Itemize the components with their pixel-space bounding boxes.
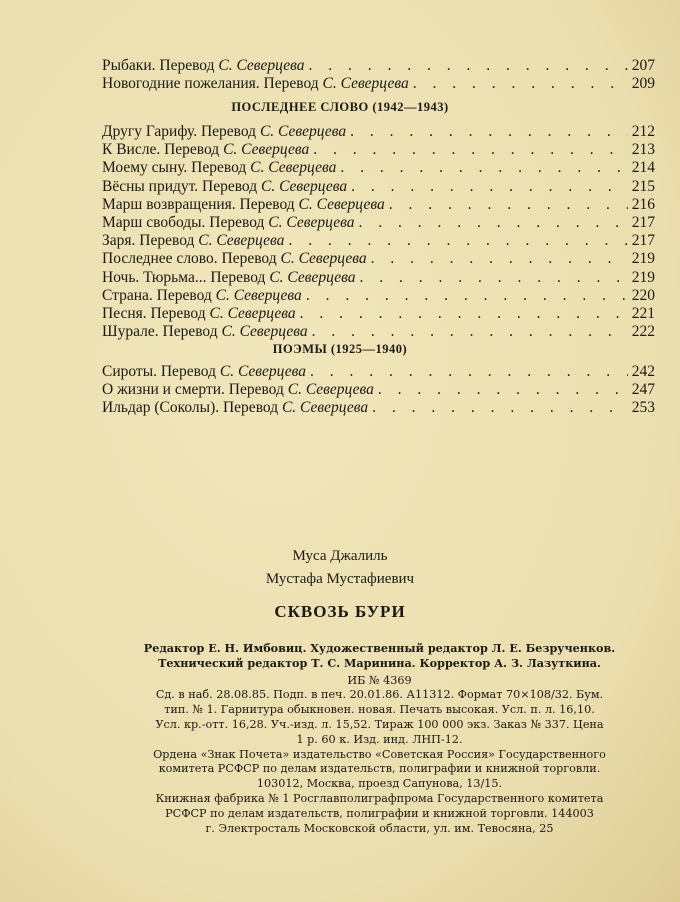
dot-leader <box>309 57 628 75</box>
entry-title: Марш свободы. Перевод С. Северцева <box>102 213 355 231</box>
imprint-line: 1 р. 60 к. Изд. инд. ЛНП-12. <box>296 732 463 746</box>
imprint-line: Книжная фабрика № 1 Росглавполиграфпрома Государственного комитета <box>155 791 604 805</box>
imprint-line: Ордена «Знак Почета» издательство «Советская Россия» Государственного <box>153 747 606 761</box>
page-number: 247 <box>631 381 655 399</box>
page-number: 212 <box>631 123 655 140</box>
dot-leader <box>358 214 627 232</box>
page-number: 213 <box>631 141 655 159</box>
section-heading-poems: ПОЭМЫ (1925—1940) <box>272 342 408 356</box>
toc-entry <box>102 159 655 177</box>
toc-entry <box>102 399 655 417</box>
dot-leader <box>313 141 628 159</box>
toc-entry <box>102 123 655 141</box>
page-number: 242 <box>631 363 655 380</box>
dot-leader <box>413 75 628 93</box>
entry-title: Ночь. Тюрьма... Перевод С. Северцева <box>102 268 356 286</box>
entry-title: Новогодние пожелания. Перевод С. Северцева <box>102 75 409 93</box>
section-heading-last-word: ПОСЛЕДНЕЕ СЛОВО (1942—1943) <box>231 100 449 114</box>
toc-entry <box>102 381 655 399</box>
toc-entry <box>102 141 655 159</box>
toc-block-3 <box>102 363 655 418</box>
toc-entry <box>102 269 655 287</box>
imprint-line: Усл. кр.-отт. 16,28. Уч.-изд. л. 15,52. Тираж 100 000 экз. Заказ № 337. Цена <box>155 717 604 731</box>
entry-title: К Висле. Перевод С. Северцева <box>102 141 310 159</box>
dot-leader <box>300 305 628 323</box>
page-number: 215 <box>631 177 655 195</box>
imprint-line: Редактор Е. Н. Имбовиц. Художественный редактор Л. Е. Безрученков. <box>143 641 616 655</box>
imprint-line: г. Электросталь Московской области, ул. им. Тевосяна, 25 <box>205 821 554 835</box>
toc-entry <box>102 287 655 305</box>
dot-leader <box>351 178 628 196</box>
imprint-line: тип. № 1. Гарнитура обыкновен. новая. Печать высокая. Усл. п. л. 16,10. <box>164 703 595 717</box>
page-number: 216 <box>631 195 655 213</box>
page-number: 219 <box>631 268 655 286</box>
page-number: 217 <box>631 213 655 231</box>
page-number: 219 <box>631 250 655 268</box>
page-number: 220 <box>631 286 655 304</box>
dot-leader <box>360 269 628 287</box>
dot-leader <box>350 123 628 141</box>
page-number: 217 <box>631 232 655 250</box>
imprint-line: Сд. в наб. 28.08.85. Подп. в печ. 20.01.86. А11312. Формат 70×108/32. Бум. <box>155 688 604 702</box>
dot-leader <box>312 323 628 341</box>
entry-title: Рыбаки. Перевод С. Северцева <box>102 57 305 74</box>
toc-entry <box>102 75 655 93</box>
toc-entry <box>102 57 655 75</box>
imprint-line: 103012, Москва, проезд Сапунова, 13/15. <box>256 777 503 791</box>
dot-leader <box>306 287 628 305</box>
dot-leader <box>371 250 628 268</box>
entry-title: Марш возвращения. Перевод С. Северцева <box>102 195 385 213</box>
book-title: СКВОЗЬ БУРИ <box>274 602 406 621</box>
toc-entry <box>102 232 655 250</box>
imprint-line: Технический редактор Т. С. Маринина. Корректор А. З. Лазуткина. <box>158 655 601 670</box>
dot-leader <box>340 159 627 177</box>
imprint-line: комитета РСФСР по делам издательств, полиграфии и книжной торговли. <box>158 762 601 776</box>
toc-entry <box>102 250 655 268</box>
entry-title: Другу Гарифу. Перевод С. Северцева <box>102 123 347 140</box>
imprint-line: РСФСР по делам издательств, полиграфии и книжной торговли. 144003 <box>165 806 594 820</box>
toc-block-2 <box>102 123 655 341</box>
page-number: 209 <box>631 75 655 93</box>
author-name: Муса Джалиль <box>292 548 388 564</box>
page-number: 214 <box>631 159 655 177</box>
toc-entry <box>102 305 655 323</box>
entry-title: Песня. Перевод С. Северцева <box>102 304 296 322</box>
page-number: 222 <box>631 323 655 341</box>
colophon-imprint <box>102 641 657 836</box>
imprint-line: ИБ № 4369 <box>347 673 412 687</box>
page-number: 221 <box>631 304 655 322</box>
entry-title: О жизни и смерти. Перевод С. Северцева <box>102 381 374 399</box>
entry-title: Шурале. Перевод С. Северцева <box>102 323 308 341</box>
page-number: 253 <box>631 399 655 417</box>
toc-entry <box>102 178 655 196</box>
entry-title: Страна. Перевод С. Северцева <box>102 286 302 304</box>
toc-entry <box>102 214 655 232</box>
entry-title: Сироты. Перевод С. Северцева <box>102 363 307 380</box>
entry-title: Заря. Перевод С. Северцева <box>102 232 285 250</box>
dot-leader <box>378 381 628 399</box>
toc-entry <box>102 323 655 341</box>
entry-title: Вёсны придут. Перевод С. Северцева <box>102 177 348 195</box>
toc-block-1 <box>102 57 655 93</box>
entry-title: Последнее слово. Перевод С. Северцева <box>102 250 367 268</box>
author-full-name: Мустафа Мустафиевич <box>265 571 415 587</box>
entry-title: Ильдар (Соколы). Перевод С. Северцева <box>102 399 369 417</box>
dot-leader <box>389 196 628 214</box>
dot-leader <box>372 399 628 417</box>
dot-leader <box>310 363 628 381</box>
page-number: 207 <box>631 57 655 74</box>
entry-title: Моему сыну. Перевод С. Северцева <box>102 159 337 177</box>
toc-entry <box>102 196 655 214</box>
dot-leader <box>288 232 627 250</box>
toc-entry <box>102 363 655 381</box>
